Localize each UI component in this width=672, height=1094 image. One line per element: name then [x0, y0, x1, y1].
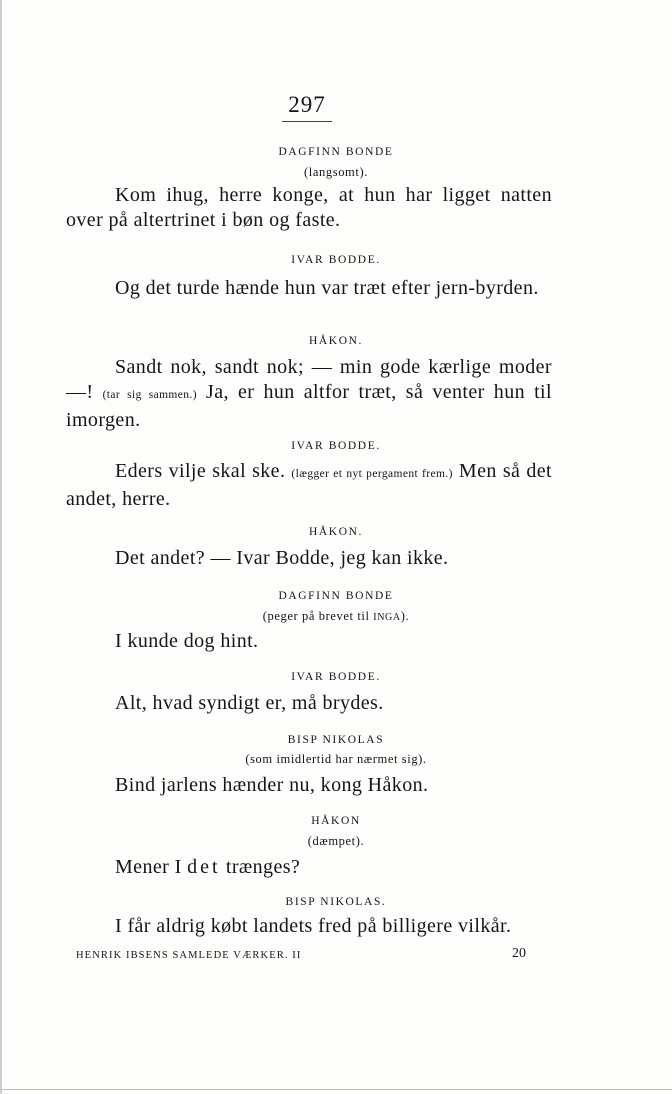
speaker-hakon: HÅKON. — [309, 526, 363, 538]
speaker-hakon: HÅKON — [311, 815, 361, 827]
speech-text: Eders vilje skal ske. — [115, 460, 292, 482]
speaker-ivar-bodde: IVAR BODDE. — [291, 254, 381, 266]
speaker-dagfinn-bonde: DAGFINN BONDE — [278, 146, 394, 158]
speaker-ivar-bodde: IVAR BODDE. — [291, 440, 381, 452]
speech-ivar-1: Og det turde hænde hun var træt efter jern-byrden. — [115, 277, 539, 299]
footer-signature-mark: 20 — [512, 946, 526, 961]
speech-hakon-1 — [66, 355, 552, 433]
inline-stage-direction: (lægger et nyt pergament frem.) — [291, 468, 453, 480]
speaker-bisp-nikolas: BISP NIKOLAS. — [285, 896, 387, 908]
speech-hakon-3 — [66, 855, 552, 880]
speaker-dagfinn-bonde: DAGFINN BONDE — [278, 590, 394, 602]
speaker-ivar-bodde: IVAR BODDE. — [291, 671, 381, 683]
speech-nikolas-2: I får aldrig købt landets fred på billigere vilkår. — [115, 915, 512, 937]
speaker-hakon: HÅKON. — [309, 335, 363, 347]
direction-text: (peger på brevet til — [262, 609, 374, 623]
speech-dagfinn-2: I kunde dog hint. — [115, 630, 259, 652]
emphasized-word: det — [187, 856, 221, 878]
speech-text: Mener I — [115, 856, 188, 878]
page-bottom-edge — [0, 1089, 672, 1090]
stage-direction — [0, 609, 672, 624]
speech-text: Sandt nok, sandt nok; — min gode kærlige moder —! — [66, 356, 552, 403]
stage-direction: (dæmpet). — [307, 834, 365, 848]
speech-text: trænges? — [220, 856, 301, 878]
speech-ivar-2 — [66, 459, 552, 512]
speech-dagfinn-1: Kom ihug, herre konge, at hun har ligget natten over på altertrinet i bøn og faste. — [66, 184, 552, 231]
speech-nikolas-1: Bind jarlens hænder nu, kong Håkon. — [115, 774, 429, 796]
speech-ivar-3: Alt, hvad syndigt er, må brydes. — [115, 692, 384, 714]
speech-hakon-2: Det andet? — Ivar Bodde, jeg kan ikke. — [115, 547, 449, 569]
speech-text: Men så det andet, herre. — [66, 460, 552, 510]
direction-text: ). — [400, 609, 410, 623]
direction-name: INGA — [373, 612, 401, 623]
footer-book-title: HENRIK IBSENS SAMLEDE VÆRKER. II — [76, 950, 302, 961]
speech-text: Ja, er hun altfor træt, så venter hun til imorgen. — [66, 381, 552, 431]
stage-direction: (langsomt). — [304, 165, 368, 179]
speaker-bisp-nikolas: BISP NIKOLAS — [287, 734, 385, 746]
inline-stage-direction: (tar sig sammen.) — [102, 389, 197, 401]
page-number: 297 — [288, 92, 326, 117]
page-number-rule — [282, 121, 332, 122]
stage-direction: (som imidlertid har nærmet sig). — [245, 752, 427, 766]
